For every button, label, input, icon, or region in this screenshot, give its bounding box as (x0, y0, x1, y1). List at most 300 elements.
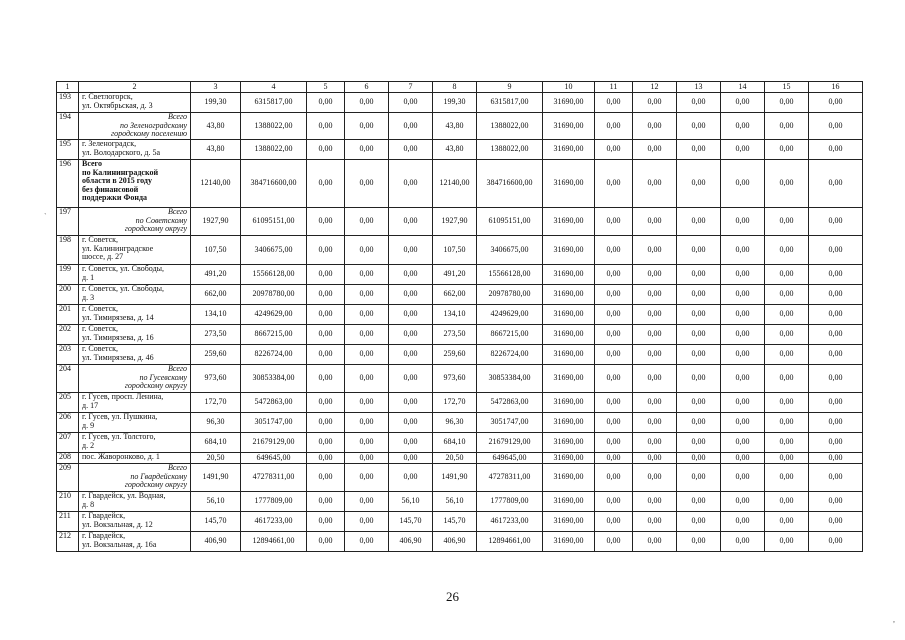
value-cell: 0,00 (677, 208, 721, 236)
column-header: 15 (765, 82, 809, 93)
value-cell: 0,00 (721, 345, 765, 365)
row-number: 196 (57, 160, 79, 208)
value-cell: 0,00 (345, 93, 389, 113)
data-table (56, 81, 863, 552)
scan-mark-right: , (893, 615, 895, 624)
value-cell: 30853384,00 (477, 365, 543, 393)
value-cell: 0,00 (595, 160, 633, 208)
value-cell: 145,70 (389, 512, 433, 532)
value-cell: 0,00 (307, 160, 345, 208)
value-cell: 0,00 (389, 285, 433, 305)
value-cell: 0,00 (595, 325, 633, 345)
value-cell: 0,00 (677, 93, 721, 113)
value-cell: 172,70 (433, 393, 477, 413)
column-header: 9 (477, 82, 543, 93)
value-cell: 0,00 (345, 345, 389, 365)
value-cell: 0,00 (389, 365, 433, 393)
address-cell: г. Советск, ул. Калининградское шоссе, д. 27 (79, 236, 191, 265)
value-cell: 31690,00 (543, 140, 595, 160)
value-cell: 973,60 (433, 365, 477, 393)
value-cell: 0,00 (307, 285, 345, 305)
address-cell: г. Советск, ул. Свободы, д. 3 (79, 285, 191, 305)
value-cell: 0,00 (677, 236, 721, 265)
value-cell: 0,00 (389, 160, 433, 208)
value-cell: 0,00 (633, 393, 677, 413)
address-cell: г. Зеленоградск, ул. Володарского, д. 5а (79, 140, 191, 160)
value-cell: 1777809,00 (241, 492, 307, 512)
value-cell: 0,00 (345, 305, 389, 325)
value-cell: 43,80 (191, 113, 241, 140)
row-number: 200 (57, 285, 79, 305)
value-cell: 0,00 (765, 393, 809, 413)
value-cell: 0,00 (721, 393, 765, 413)
table-row (57, 512, 863, 532)
value-cell: 0,00 (809, 265, 863, 285)
value-cell: 0,00 (809, 492, 863, 512)
row-number: 197 (57, 208, 79, 236)
row-number: 195 (57, 140, 79, 160)
value-cell: 0,00 (721, 265, 765, 285)
table-row (57, 492, 863, 512)
value-cell: 406,90 (191, 532, 241, 552)
value-cell: 0,00 (389, 265, 433, 285)
value-cell: 0,00 (765, 265, 809, 285)
value-cell: 0,00 (633, 208, 677, 236)
table-row (57, 305, 863, 325)
value-cell: 0,00 (677, 512, 721, 532)
value-cell: 0,00 (307, 113, 345, 140)
address-cell: г. Гусев, ул. Толстого, д. 2 (79, 433, 191, 453)
value-cell: 8226724,00 (241, 345, 307, 365)
value-cell: 3051747,00 (241, 413, 307, 433)
value-cell: 0,00 (307, 492, 345, 512)
value-cell: 31690,00 (543, 413, 595, 433)
column-header: 16 (809, 82, 863, 93)
value-cell: 5472863,00 (241, 393, 307, 413)
value-cell: 0,00 (765, 492, 809, 512)
value-cell: 1491,90 (191, 464, 241, 492)
value-cell: 134,10 (191, 305, 241, 325)
value-cell: 0,00 (633, 113, 677, 140)
value-cell: 1388022,00 (241, 140, 307, 160)
value-cell: 8667215,00 (241, 325, 307, 345)
value-cell: 0,00 (595, 512, 633, 532)
value-cell: 0,00 (809, 433, 863, 453)
column-header: 1 (57, 82, 79, 93)
value-cell: 273,50 (191, 325, 241, 345)
value-cell: 31690,00 (543, 305, 595, 325)
value-cell: 0,00 (721, 453, 765, 464)
value-cell: 0,00 (809, 413, 863, 433)
value-cell: 0,00 (345, 433, 389, 453)
value-cell: 12140,00 (191, 160, 241, 208)
value-cell: 0,00 (765, 93, 809, 113)
value-cell: 107,50 (433, 236, 477, 265)
value-cell: 0,00 (765, 433, 809, 453)
value-cell: 0,00 (345, 140, 389, 160)
value-cell: 0,00 (595, 93, 633, 113)
value-cell: 172,70 (191, 393, 241, 413)
value-cell: 0,00 (307, 393, 345, 413)
value-cell: 0,00 (389, 464, 433, 492)
value-cell: 6315817,00 (477, 93, 543, 113)
row-number: 198 (57, 236, 79, 265)
table-row (57, 365, 863, 393)
value-cell: 0,00 (595, 393, 633, 413)
value-cell: 0,00 (721, 433, 765, 453)
column-header: 2 (79, 82, 191, 93)
value-cell: 43,80 (433, 113, 477, 140)
value-cell: 273,50 (433, 325, 477, 345)
row-number: 205 (57, 393, 79, 413)
value-cell: 0,00 (345, 492, 389, 512)
value-cell: 0,00 (765, 365, 809, 393)
column-header: 8 (433, 82, 477, 93)
total-label-cell: Всего по Советскому городскому округу (79, 208, 191, 236)
value-cell: 3051747,00 (477, 413, 543, 433)
value-cell: 0,00 (633, 265, 677, 285)
value-cell: 15566128,00 (241, 265, 307, 285)
column-header: 3 (191, 82, 241, 93)
address-cell: г. Советск, ул. Тимирязева, д. 46 (79, 345, 191, 365)
page-number: 26 (446, 589, 459, 604)
value-cell: 61095151,00 (477, 208, 543, 236)
value-cell: 5472863,00 (477, 393, 543, 413)
value-cell: 0,00 (595, 453, 633, 464)
value-cell: 0,00 (389, 345, 433, 365)
table-row (57, 113, 863, 140)
column-header: 4 (241, 82, 307, 93)
value-cell: 0,00 (765, 285, 809, 305)
value-cell: 31690,00 (543, 345, 595, 365)
value-cell: 0,00 (345, 160, 389, 208)
table-row (57, 453, 863, 464)
value-cell: 0,00 (809, 345, 863, 365)
value-cell: 0,00 (595, 413, 633, 433)
value-cell: 31690,00 (543, 93, 595, 113)
value-cell: 0,00 (677, 532, 721, 552)
value-cell: 0,00 (677, 345, 721, 365)
value-cell: 31690,00 (543, 325, 595, 345)
value-cell: 31690,00 (543, 265, 595, 285)
value-cell: 56,10 (389, 492, 433, 512)
value-cell: 0,00 (721, 365, 765, 393)
value-cell: 384716600,00 (477, 160, 543, 208)
address-cell: пос. Жаворонково, д. 1 (79, 453, 191, 464)
address-cell: г. Светлогорск, ул. Октябрьская, д. 3 (79, 93, 191, 113)
value-cell: 1777809,00 (477, 492, 543, 512)
row-number: 212 (57, 532, 79, 552)
table-row (57, 285, 863, 305)
value-cell: 4617233,00 (241, 512, 307, 532)
value-cell: 4249629,00 (477, 305, 543, 325)
value-cell: 0,00 (721, 512, 765, 532)
value-cell: 0,00 (389, 325, 433, 345)
value-cell: 0,00 (595, 305, 633, 325)
value-cell: 0,00 (765, 305, 809, 325)
value-cell: 4249629,00 (241, 305, 307, 325)
value-cell: 0,00 (633, 365, 677, 393)
value-cell: 973,60 (191, 365, 241, 393)
value-cell: 0,00 (721, 325, 765, 345)
value-cell: 0,00 (765, 140, 809, 160)
value-cell: 0,00 (633, 492, 677, 512)
value-cell: 0,00 (809, 113, 863, 140)
value-cell: 0,00 (595, 464, 633, 492)
value-cell: 31690,00 (543, 160, 595, 208)
value-cell: 134,10 (433, 305, 477, 325)
value-cell: 0,00 (721, 140, 765, 160)
value-cell: 0,00 (345, 532, 389, 552)
value-cell: 3406675,00 (241, 236, 307, 265)
value-cell: 491,20 (191, 265, 241, 285)
value-cell: 0,00 (633, 285, 677, 305)
value-cell: 0,00 (809, 365, 863, 393)
table-row (57, 93, 863, 113)
total-label-cell: Всего по Гусевскому городскому округу (79, 365, 191, 393)
value-cell: 0,00 (595, 208, 633, 236)
value-cell: 0,00 (809, 236, 863, 265)
value-cell: 31690,00 (543, 393, 595, 413)
value-cell: 0,00 (809, 393, 863, 413)
value-cell: 31690,00 (543, 285, 595, 305)
value-cell: 0,00 (307, 413, 345, 433)
value-cell: 0,00 (809, 325, 863, 345)
address-cell: г. Гусев, ул. Пушкина, д. 9 (79, 413, 191, 433)
value-cell: 47278311,00 (241, 464, 307, 492)
value-cell: 0,00 (307, 365, 345, 393)
table-row (57, 236, 863, 265)
row-number: 204 (57, 365, 79, 393)
value-cell: 0,00 (809, 305, 863, 325)
value-cell: 0,00 (677, 433, 721, 453)
value-cell: 0,00 (633, 453, 677, 464)
value-cell: 20,50 (433, 453, 477, 464)
value-cell: 0,00 (389, 305, 433, 325)
column-header: 7 (389, 82, 433, 93)
value-cell: 0,00 (389, 208, 433, 236)
value-cell: 1927,90 (191, 208, 241, 236)
row-number: 209 (57, 464, 79, 492)
column-header: 11 (595, 82, 633, 93)
value-cell: 0,00 (389, 140, 433, 160)
value-cell: 1388022,00 (241, 113, 307, 140)
value-cell: 20978780,00 (241, 285, 307, 305)
value-cell: 0,00 (345, 325, 389, 345)
value-cell: 0,00 (595, 285, 633, 305)
value-cell: 31690,00 (543, 236, 595, 265)
row-number: 211 (57, 512, 79, 532)
value-cell: 0,00 (765, 413, 809, 433)
value-cell: 0,00 (765, 464, 809, 492)
value-cell: 107,50 (191, 236, 241, 265)
value-cell: 0,00 (809, 464, 863, 492)
value-cell: 96,30 (191, 413, 241, 433)
value-cell: 20,50 (191, 453, 241, 464)
column-header: 14 (721, 82, 765, 93)
value-cell: 384716600,00 (241, 160, 307, 208)
table-row (57, 325, 863, 345)
value-cell: 0,00 (721, 208, 765, 236)
value-cell: 0,00 (677, 160, 721, 208)
value-cell: 491,20 (433, 265, 477, 285)
value-cell: 0,00 (345, 285, 389, 305)
total-label-cell: Всего по Калининградской области в 2015 году без финансовой поддержки Фонда (79, 160, 191, 208)
value-cell: 0,00 (633, 305, 677, 325)
value-cell: 56,10 (433, 492, 477, 512)
value-cell: 0,00 (389, 393, 433, 413)
value-cell: 0,00 (721, 305, 765, 325)
value-cell: 0,00 (389, 93, 433, 113)
value-cell: 0,00 (677, 393, 721, 413)
value-cell: 0,00 (677, 492, 721, 512)
total-label-cell: Всего по Зеленоградскому городскому поселению (79, 113, 191, 140)
value-cell: 0,00 (633, 140, 677, 160)
value-cell: 0,00 (633, 93, 677, 113)
row-number: 194 (57, 113, 79, 140)
value-cell: 0,00 (345, 265, 389, 285)
value-cell: 649645,00 (477, 453, 543, 464)
value-cell: 0,00 (595, 140, 633, 160)
row-number: 208 (57, 453, 79, 464)
value-cell: 0,00 (633, 236, 677, 265)
value-cell: 0,00 (595, 345, 633, 365)
value-cell: 21679129,00 (477, 433, 543, 453)
value-cell: 0,00 (307, 433, 345, 453)
value-cell: 96,30 (433, 413, 477, 433)
value-cell: 0,00 (307, 265, 345, 285)
value-cell: 0,00 (345, 413, 389, 433)
value-cell: 1388022,00 (477, 140, 543, 160)
table-row (57, 532, 863, 552)
row-number: 206 (57, 413, 79, 433)
value-cell: 8226724,00 (477, 345, 543, 365)
value-cell: 0,00 (307, 453, 345, 464)
value-cell: 6315817,00 (241, 93, 307, 113)
address-cell: г. Гвардейск, ул. Водная, д. 8 (79, 492, 191, 512)
value-cell: 0,00 (633, 325, 677, 345)
value-cell: 31690,00 (543, 464, 595, 492)
address-cell: г. Гвардейск, ул. Вокзальная, д. 16а (79, 532, 191, 552)
value-cell: 0,00 (345, 365, 389, 393)
value-cell: 0,00 (809, 512, 863, 532)
table-body (57, 82, 863, 552)
column-header: 10 (543, 82, 595, 93)
row-number: 202 (57, 325, 79, 345)
value-cell: 0,00 (677, 325, 721, 345)
value-cell: 649645,00 (241, 453, 307, 464)
value-cell: 0,00 (345, 236, 389, 265)
value-cell: 56,10 (191, 492, 241, 512)
value-cell: 0,00 (307, 532, 345, 552)
value-cell: 0,00 (721, 160, 765, 208)
value-cell: 0,00 (389, 433, 433, 453)
value-cell: 0,00 (595, 532, 633, 552)
row-number: 199 (57, 265, 79, 285)
table-row (57, 140, 863, 160)
value-cell: 0,00 (677, 285, 721, 305)
value-cell: 0,00 (809, 93, 863, 113)
address-cell: г. Советск, ул. Тимирязева, д. 14 (79, 305, 191, 325)
value-cell: 0,00 (677, 140, 721, 160)
value-cell: 662,00 (191, 285, 241, 305)
value-cell: 0,00 (389, 236, 433, 265)
table-row (57, 393, 863, 413)
address-cell: г. Советск, ул. Тимирязева, д. 16 (79, 325, 191, 345)
value-cell: 31690,00 (543, 113, 595, 140)
value-cell: 0,00 (765, 532, 809, 552)
value-cell: 0,00 (809, 285, 863, 305)
value-cell: 21679129,00 (241, 433, 307, 453)
value-cell: 0,00 (633, 464, 677, 492)
value-cell: 145,70 (191, 512, 241, 532)
column-header: 6 (345, 82, 389, 93)
value-cell: 259,60 (433, 345, 477, 365)
value-cell: 0,00 (633, 512, 677, 532)
value-cell: 61095151,00 (241, 208, 307, 236)
value-cell: 0,00 (677, 113, 721, 140)
value-cell: 0,00 (345, 453, 389, 464)
value-cell: 0,00 (765, 113, 809, 140)
row-number: 210 (57, 492, 79, 512)
value-cell: 0,00 (389, 113, 433, 140)
value-cell: 0,00 (765, 160, 809, 208)
value-cell: 0,00 (307, 305, 345, 325)
value-cell: 406,90 (433, 532, 477, 552)
value-cell: 0,00 (677, 413, 721, 433)
value-cell: 0,00 (307, 93, 345, 113)
value-cell: 1388022,00 (477, 113, 543, 140)
value-cell: 0,00 (307, 208, 345, 236)
row-number: 203 (57, 345, 79, 365)
value-cell: 0,00 (595, 265, 633, 285)
value-cell: 0,00 (345, 113, 389, 140)
value-cell: 0,00 (809, 160, 863, 208)
value-cell: 0,00 (765, 236, 809, 265)
value-cell: 0,00 (345, 512, 389, 532)
value-cell: 199,30 (191, 93, 241, 113)
address-cell: г. Советск, ул. Свободы, д. 1 (79, 265, 191, 285)
value-cell: 31690,00 (543, 532, 595, 552)
value-cell: 31690,00 (543, 492, 595, 512)
value-cell: 0,00 (633, 433, 677, 453)
value-cell: 684,10 (191, 433, 241, 453)
value-cell: 0,00 (809, 453, 863, 464)
value-cell: 0,00 (721, 413, 765, 433)
value-cell: 8667215,00 (477, 325, 543, 345)
value-cell: 199,30 (433, 93, 477, 113)
value-cell: 0,00 (307, 512, 345, 532)
table-row (57, 208, 863, 236)
column-number-row (57, 82, 863, 93)
value-cell: 0,00 (389, 453, 433, 464)
value-cell: 0,00 (721, 492, 765, 512)
value-cell: 0,00 (677, 453, 721, 464)
value-cell: 12140,00 (433, 160, 477, 208)
value-cell: 0,00 (345, 393, 389, 413)
value-cell: 15566128,00 (477, 265, 543, 285)
table-row (57, 464, 863, 492)
column-header: 13 (677, 82, 721, 93)
value-cell: 0,00 (307, 464, 345, 492)
value-cell: 0,00 (721, 113, 765, 140)
value-cell: 43,80 (433, 140, 477, 160)
value-cell: 0,00 (721, 285, 765, 305)
value-cell: 4617233,00 (477, 512, 543, 532)
value-cell: 0,00 (307, 325, 345, 345)
value-cell: 12894661,00 (477, 532, 543, 552)
value-cell: 0,00 (765, 325, 809, 345)
